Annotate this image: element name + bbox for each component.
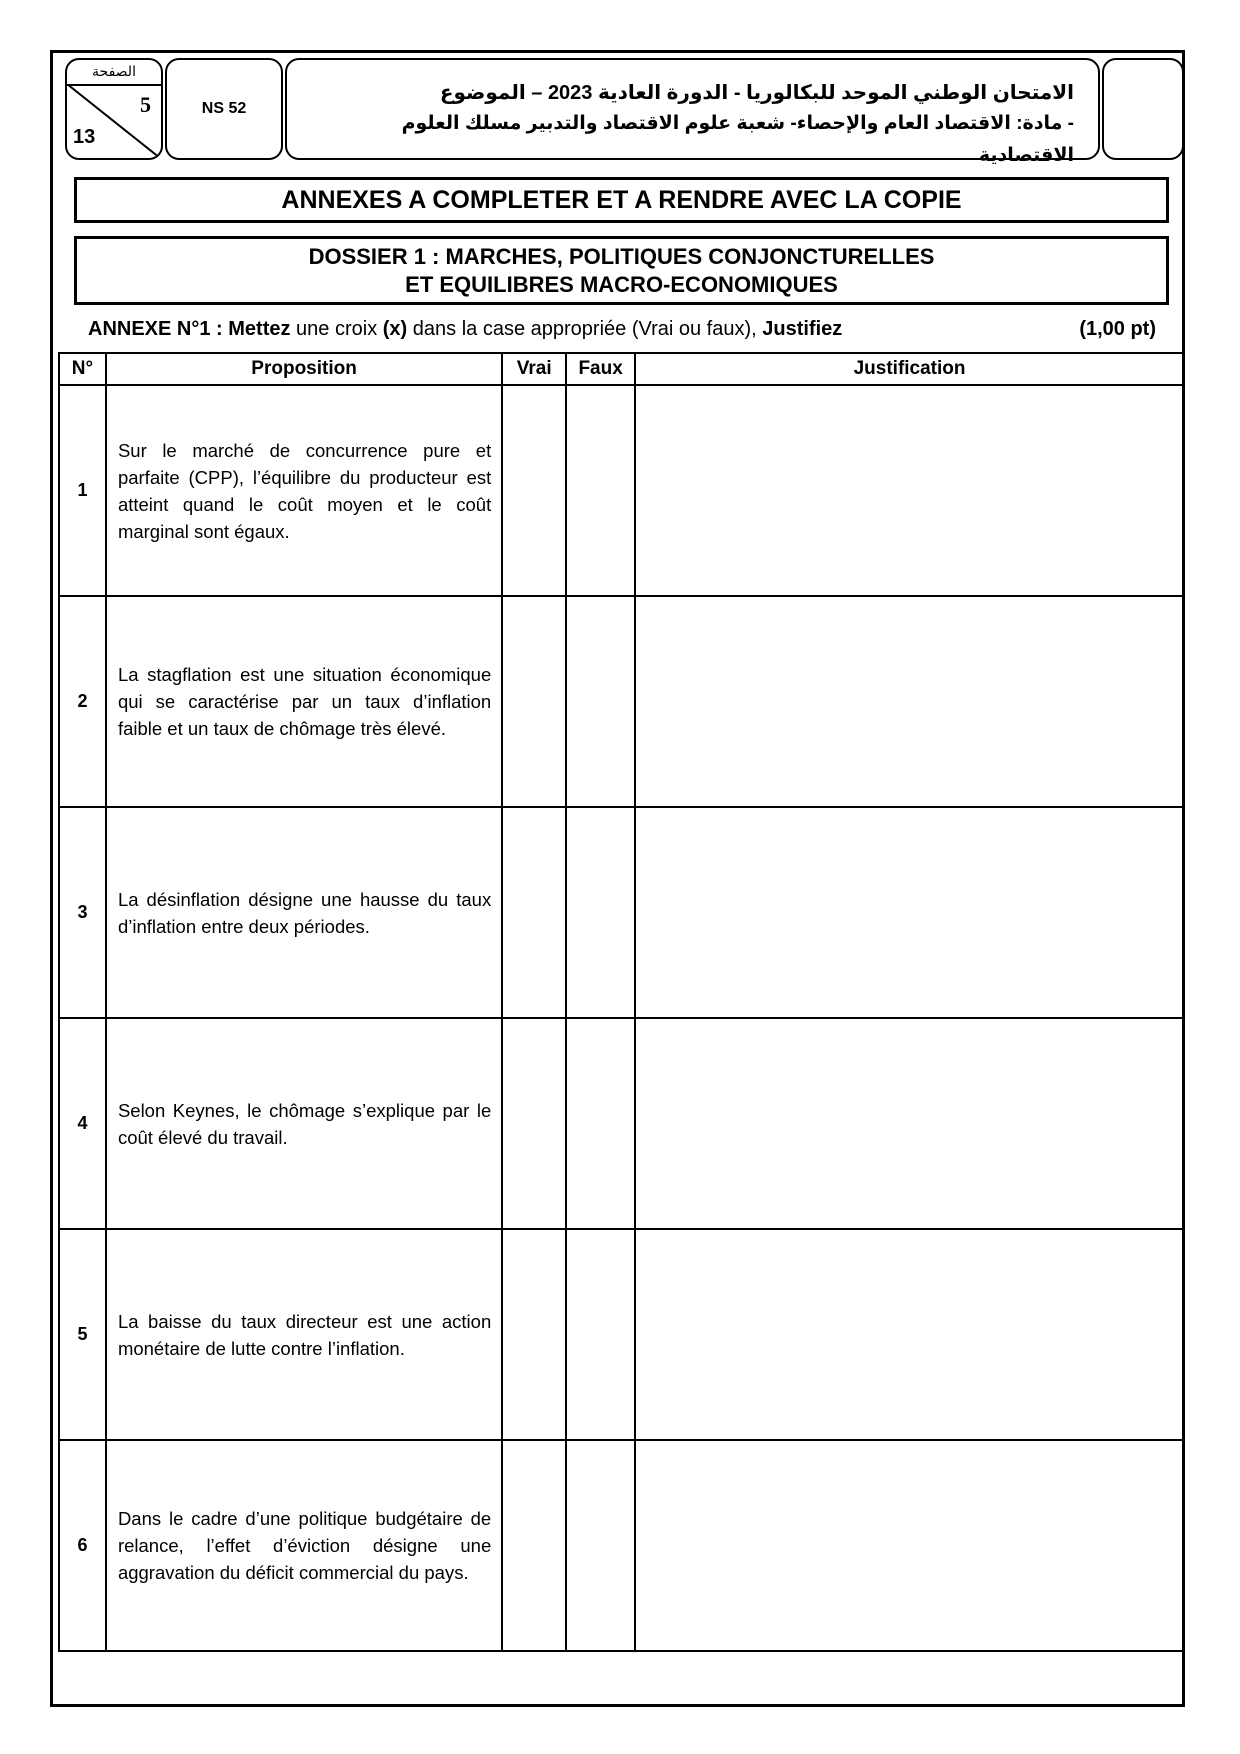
instruction-mark: (x) xyxy=(382,318,408,340)
dossier-title-line2: ET EQUILIBRES MACRO-ECONOMIQUES xyxy=(405,272,838,297)
row-number: 6 xyxy=(59,1440,106,1651)
page-total: 13 xyxy=(73,126,96,148)
table-row xyxy=(59,385,1184,596)
row-proposition: La stagflation est une situation économique qui se caractérise par un taux d’inflation faible et un taux de chômage très élevé. xyxy=(106,596,502,807)
exam-code: NS 52 xyxy=(165,58,283,160)
page-number: 5 xyxy=(140,92,151,117)
row-number: 1 xyxy=(59,385,106,596)
table-row xyxy=(59,596,1184,807)
header-justification: Justification xyxy=(635,353,1184,385)
annex-label: ANNEXE N°1 : Mettez xyxy=(88,318,291,340)
vrai-checkbox-cell[interactable] xyxy=(502,596,566,807)
subject-line: - مادة: الاقتصاد العام والإحصاء- شعبة علوم الاقتصاد والتدبير مسلك العلوم الاقتصادية xyxy=(401,113,1074,166)
header-vrai: Vrai xyxy=(502,353,566,385)
justification-cell[interactable] xyxy=(635,1018,1184,1229)
points-label: (1,00 pt) xyxy=(1079,318,1156,340)
code-box-empty xyxy=(1102,58,1184,160)
dossier-banner xyxy=(74,236,1169,305)
faux-checkbox-cell[interactable] xyxy=(566,1018,635,1229)
vrai-checkbox-cell[interactable] xyxy=(502,1440,566,1651)
row-number: 3 xyxy=(59,807,106,1018)
table-row xyxy=(59,1229,1184,1440)
faux-checkbox-cell[interactable] xyxy=(566,1229,635,1440)
instruction-text1: une croix xyxy=(296,318,378,340)
row-number: 5 xyxy=(59,1229,106,1440)
dossier-title-line1: DOSSIER 1 : MARCHES, POLITIQUES CONJONCTURELLES xyxy=(308,244,935,269)
row-number: 2 xyxy=(59,596,106,807)
row-proposition: Selon Keynes, le chômage s’explique par le coût élevé du travail. xyxy=(106,1018,502,1229)
vrai-checkbox-cell[interactable] xyxy=(502,385,566,596)
table-header-row xyxy=(59,353,1184,385)
faux-checkbox-cell[interactable] xyxy=(566,1440,635,1651)
row-proposition: Sur le marché de concurrence pure et parfaite (CPP), l’équilibre du producteur est atteint quand le coût moyen et le coût marginal sont égaux. xyxy=(106,385,502,596)
justification-cell[interactable] xyxy=(635,1229,1184,1440)
vrai-checkbox-cell[interactable] xyxy=(502,1018,566,1229)
vrai-checkbox-cell[interactable] xyxy=(502,1229,566,1440)
page-label: الصفحة xyxy=(67,60,161,86)
page-number-box xyxy=(65,58,163,160)
instruction-text2: dans la case appropriée (Vrai ou faux), xyxy=(412,318,757,340)
row-proposition: La baisse du taux directeur est une action monétaire de lutte contre l’inflation. xyxy=(106,1229,502,1440)
exam-title-box xyxy=(285,58,1100,166)
table-row xyxy=(59,1018,1184,1229)
row-proposition: La désinflation désigne une hausse du taux d’inflation entre deux périodes. xyxy=(106,807,502,1018)
vrai-checkbox-cell[interactable] xyxy=(502,807,566,1018)
table-row xyxy=(59,1440,1184,1651)
justification-cell[interactable] xyxy=(635,385,1184,596)
annexes-banner: ANNEXES A COMPLETER ET A RENDRE AVEC LA COPIE xyxy=(74,177,1169,223)
header-num: N° xyxy=(59,353,106,385)
faux-checkbox-cell[interactable] xyxy=(566,385,635,596)
justification-cell[interactable] xyxy=(635,596,1184,807)
instruction-justify: Justifiez xyxy=(762,318,843,340)
row-proposition: Dans le cadre d’une politique budgétaire de relance, l’effet d’éviction désigne une aggravation du déficit commercial du pays. xyxy=(106,1440,502,1651)
row-number: 4 xyxy=(59,1018,106,1229)
table-row xyxy=(59,807,1184,1018)
annex-table xyxy=(58,352,1185,1652)
justification-cell[interactable] xyxy=(635,1440,1184,1651)
faux-checkbox-cell[interactable] xyxy=(566,807,635,1018)
exam-title: الامتحان الوطني الموحد للبكالوريا - الدورة العادية 2023 – الموضوع xyxy=(439,82,1074,104)
annex-instruction xyxy=(88,318,1156,341)
faux-checkbox-cell[interactable] xyxy=(566,596,635,807)
justification-cell[interactable] xyxy=(635,807,1184,1018)
header-faux: Faux xyxy=(566,353,635,385)
header-proposition: Proposition xyxy=(106,353,502,385)
